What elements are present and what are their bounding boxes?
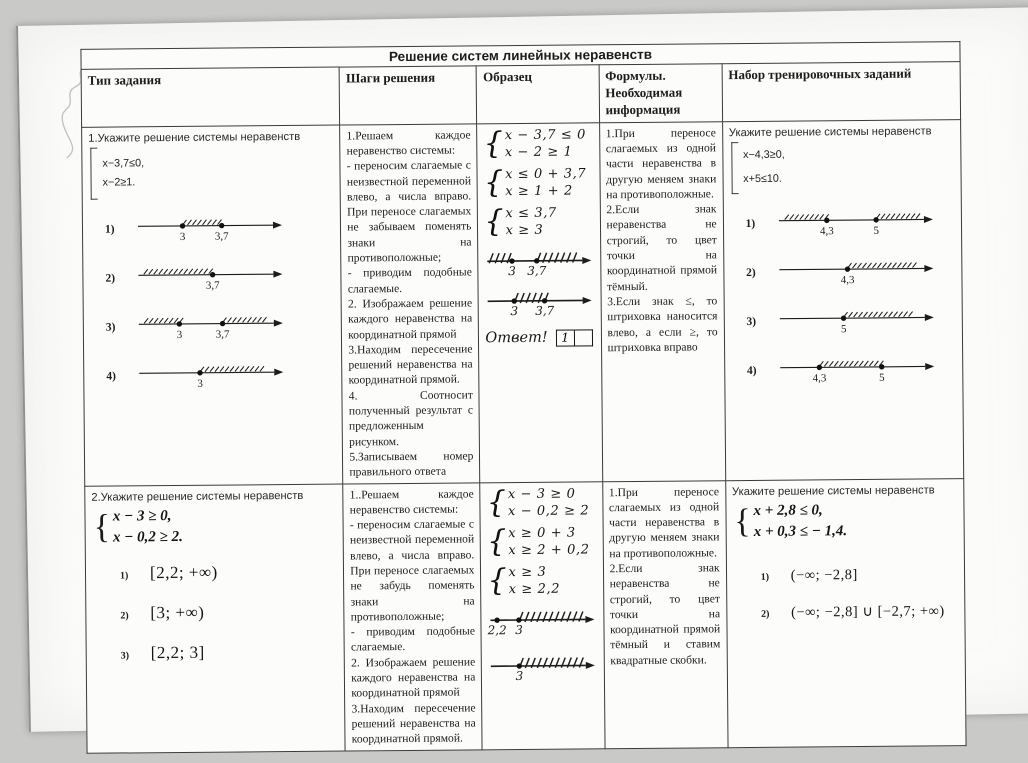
answer-option [761,603,958,622]
svg-text:3: 3 [510,303,519,319]
answer-option [105,211,335,245]
system-line: x ≥ 3 [505,223,544,239]
svg-text:3,7: 3,7 [535,303,555,318]
interval-option: [2,2; 3] [150,642,205,663]
interval-option: (−∞; −2,8] [790,567,858,584]
page-title: Решение систем линейных неравенств [81,42,960,70]
system-brace: { [734,503,751,541]
option-number: 1) [745,217,756,230]
svg-text:4,3: 4,3 [812,372,827,385]
system-line: x − 2 ≥ 1 [504,144,573,161]
system-line: x + 2,8 ≤ 0, [753,501,823,519]
inequality-system [731,140,955,194]
col-header-training: Набор тренировочных заданий [722,62,961,122]
paper-sheet [16,7,1028,746]
answer-option [746,304,956,338]
answer-option [105,260,335,294]
worksheet-table [80,41,966,753]
option-number: 3) [120,650,130,662]
svg-text:3: 3 [176,328,183,341]
answer-option [106,358,336,392]
number-line [135,212,285,245]
svg-text:3,7: 3,7 [215,328,230,341]
option-number: 3) [746,315,757,328]
training-1-prompt: Укажите решение системы неравенств [728,125,932,139]
system-line: x ≥ 0 + 3 [508,525,576,541]
cell-training-2 [725,478,966,747]
system-brace: { [484,204,504,240]
system-line: x ≥ 2 + 0,2 [508,542,590,559]
system-line: x−3,7≤0, [102,157,145,170]
svg-text:3,7: 3,7 [214,230,229,243]
handwritten-system [487,524,596,560]
svg-text:3: 3 [197,377,203,390]
number-line [777,353,937,386]
svg-text:3,7: 3,7 [205,279,220,292]
answer-options [733,566,959,622]
answer-option [121,642,338,664]
system-line: x − 0,2 ≥ 2. [112,529,183,546]
system-brace: { [93,508,111,546]
system-brace: { [487,524,507,560]
number-line [136,359,286,392]
system-line: x ≤ 3,7 [505,205,557,221]
svg-text:4,3: 4,3 [840,273,855,286]
svg-text:2,2: 2,2 [487,622,508,638]
cell-formulas-2 [602,480,727,748]
inequality-system [90,145,334,199]
option-number: 4) [746,364,757,377]
answer-option [120,602,337,624]
col-header-sample: Образец [477,65,600,124]
interval-option: [2,2; +∞) [149,562,218,583]
answer-options [730,206,957,387]
answer-option [106,309,336,343]
answer-option [747,353,957,387]
option-number: 1) [119,570,129,582]
answer-options [89,211,336,392]
col-header-formulas: Формулы. Необходимая информация [599,64,723,123]
answer-option [761,566,958,585]
steps-text-2: 1..Решаем каждое неравенство системы: - переносим слагаемые с неизвестной переменной влево, а числа вправо. При переносе слагаемых не забудь поменять знаки на противоположные; - приводим подобные слагаемые. 2. Изображаем решение каждого неравенства на координатной прямой 3.Находим пересечение решений неравенства на координатной прямой. [349,486,476,746]
cell-formulas-1 [599,121,725,481]
option-number: 2) [761,608,770,620]
handwritten-number-line [488,606,598,639]
interval-option: (−∞; −2,8] ∪ [−2,7; +∞) [790,603,945,621]
svg-text:3: 3 [179,230,186,243]
number-line [135,261,285,294]
answer-value: 1 [556,329,575,346]
system-brace: { [483,165,504,201]
system-line: x ≥ 2,2 [508,581,561,598]
system-line: x ≥ 3 [508,564,547,580]
answer-empty-cell [575,329,593,346]
cell-task-2 [85,484,346,753]
inequality-system [734,499,958,544]
task-1-prompt: 1.Укажите решение системы неравенств [88,130,301,145]
svg-text:3: 3 [515,622,524,637]
option-number: 2) [105,272,116,285]
answer-box [556,329,593,346]
option-number: 2) [746,266,756,279]
answer-option [746,255,956,289]
steps-text-1: 1.Решаем каждое неравенство системы: - переносим слагаемые с неизвестной переменной влево, а числа вправо. При переносе слагаемых не забываем поменять знаки на противоположные; - приводим подобные слагаемые. 2. Изображаем решение каждого неравенства на координатной прямой 3.Находим пересечение решений неравенства на координатной прямой. 4. Соотносит полученный результат с предложенным рисунком. 5.Записываем номер правильного ответа [346,128,474,479]
option-number: 1) [104,223,115,236]
option-number: 1) [760,571,770,583]
system-brace: { [487,563,507,599]
table-row [82,119,964,485]
cell-steps-1 [340,124,480,484]
system-brace: { [486,485,507,521]
system-line: x + 0,3 ≤ − 1,4. [753,523,848,541]
handwritten-number-line [488,652,598,685]
interval-option: [3; +∞) [150,602,205,623]
cell-steps-2 [343,482,482,750]
svg-text:4,3: 4,3 [819,224,834,238]
answer-option [746,206,956,240]
answer-label: Ответ! [485,330,548,347]
cell-task-1 [82,125,343,486]
option-number: 4) [106,370,116,383]
number-line [136,310,286,343]
option-number: 3) [105,321,116,334]
system-bracket [731,142,738,194]
number-line [776,304,936,337]
task-2-prompt: 2.Укажите решение системы неравенств [91,489,304,504]
svg-text:5: 5 [873,224,879,237]
handwritten-system [484,204,593,240]
handwritten-system [484,165,593,201]
number-line [776,255,936,288]
column-header-row [81,62,960,127]
answer-options [92,562,338,664]
svg-text:3,7: 3,7 [527,263,547,278]
handwritten-number-line [485,247,595,280]
system-line: x − 3 ≥ 0, [112,507,172,525]
inequality-system [93,504,337,550]
answer-row [485,329,594,347]
system-brace: { [483,126,503,162]
cell-sample-1 [477,122,602,482]
col-header-task-type: Тип задания [81,67,340,127]
option-number: 2) [120,610,129,622]
cell-sample-2 [480,481,604,749]
handwritten-system [484,126,593,162]
formulas-text-1: 1.При переносе слагаемых из одной части неравенства в другую меняем знаки на противоположные. 2.Если знак неравенства не строгий, то цвет точки на координатной прямой тёмный. 3.Если знак ≤, то штриховка наносится влево, а если ≥, то штриховка вправо [605,125,718,355]
system-line: x+5≤10. [743,172,782,185]
system-line: x − 0,2 ≥ 2 [507,503,590,520]
handwritten-system [487,485,596,521]
svg-text:5: 5 [878,371,885,384]
col-header-steps: Шаги решения [339,66,477,125]
system-line: x ≤ 0 + 3,7 [504,166,587,182]
table-row [85,478,966,753]
system-line: x ≥ 1 + 2 [505,183,573,200]
number-line [776,206,936,239]
handwritten-system [487,563,596,599]
system-bracket [90,147,97,199]
cell-training-1 [722,119,963,480]
system-line: x − 3 ≥ 0 [507,486,576,502]
handwritten-number-line [485,287,595,320]
answer-option [120,562,337,584]
system-line: x − 3,7 ≤ 0 [504,127,586,143]
formulas-text-2: 1.При переносе слагаемых из одной части неравенства в другую меняем знаки на противоположные. 2.Если знак неравенства не строгий, то цвет точки на координатной прямой тёмный и ставим квадратные скобки. [608,484,721,667]
svg-text:3: 3 [515,668,524,683]
system-line: x−2≥1. [102,176,136,189]
system-line: x−4,3≥0, [743,148,785,161]
svg-text:3: 3 [508,263,517,279]
training-2-prompt: Укажите решение системы неравенств [731,483,935,498]
svg-text:5: 5 [840,322,847,335]
